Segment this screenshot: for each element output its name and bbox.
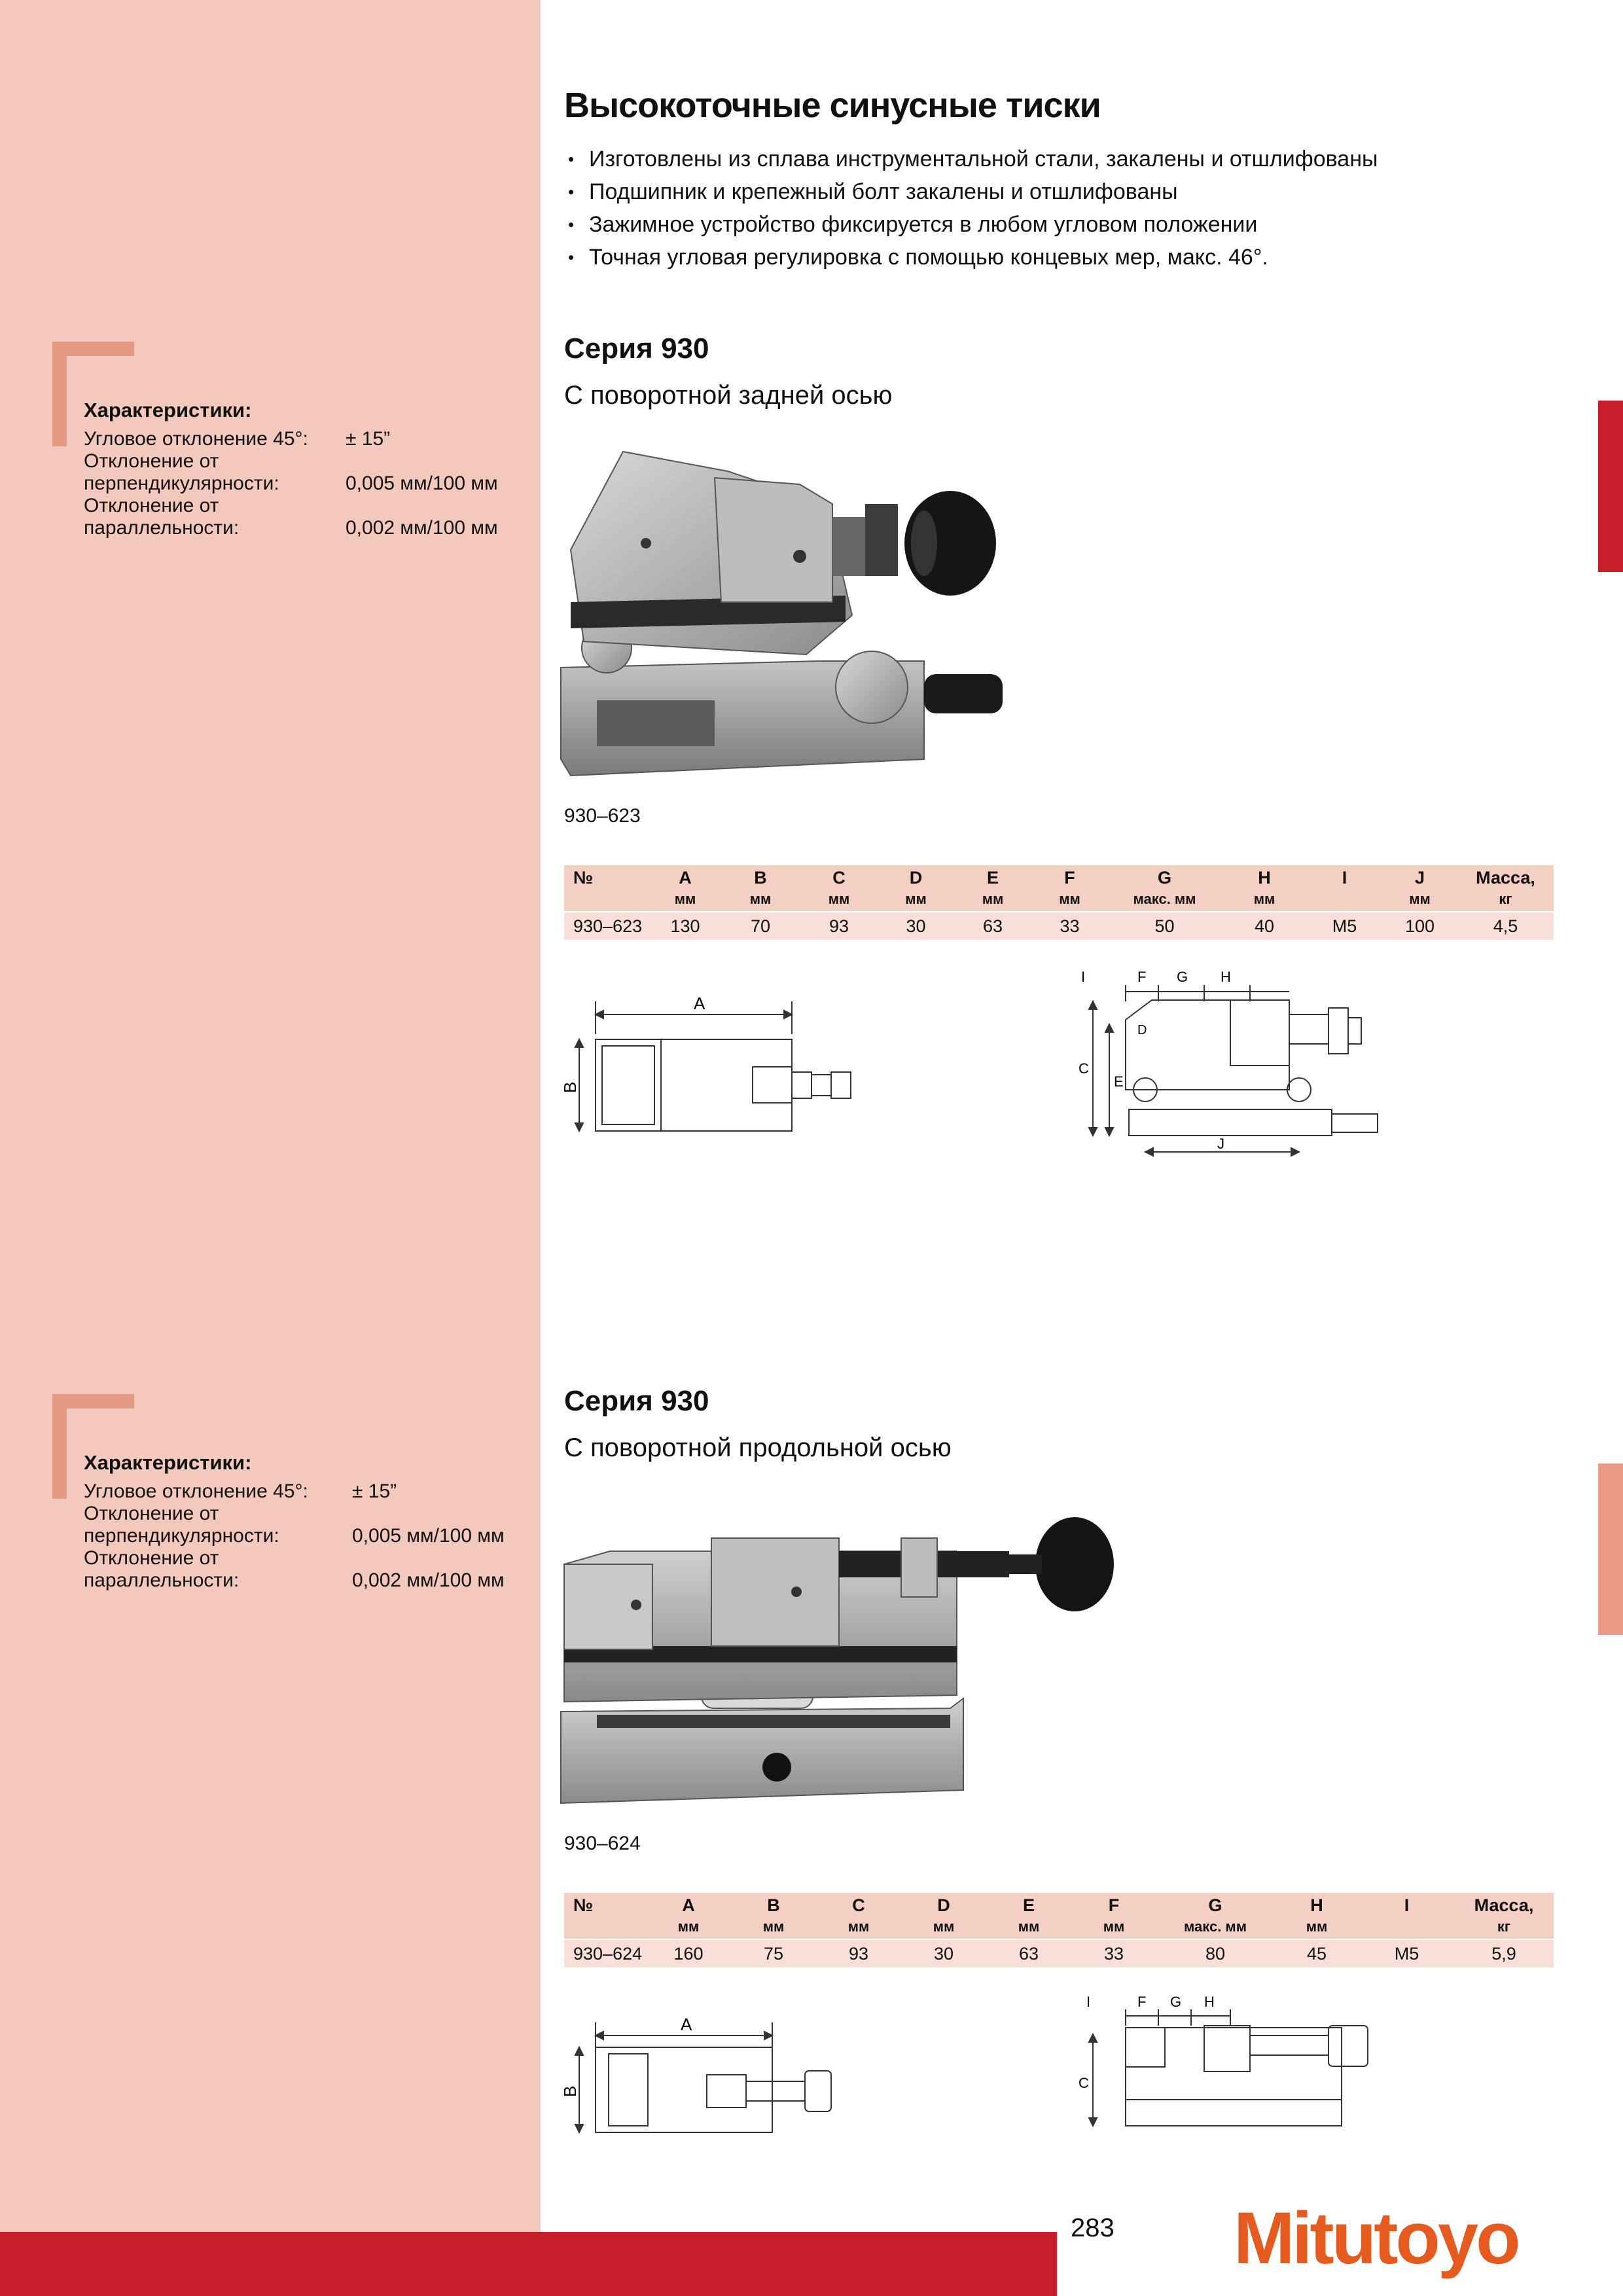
dimension-label-i: I	[1081, 969, 1086, 985]
column-header: №	[573, 868, 594, 888]
table-cell: 50	[1107, 912, 1222, 940]
unit-header: мм	[677, 1918, 700, 1935]
spec-label: Отклонение от	[84, 1547, 219, 1569]
series-subtitle: С поворотной задней осью	[564, 381, 893, 410]
dimension-label-f: F	[1137, 969, 1147, 985]
table-cell: 93	[800, 912, 878, 940]
unit-header	[564, 890, 649, 912]
column-header: G	[1208, 1895, 1222, 1915]
specs-block	[84, 399, 529, 539]
unit-header: мм	[749, 891, 772, 907]
table-row	[564, 912, 1554, 940]
spec-label: Угловое отклонение 45°:	[84, 1480, 308, 1502]
spec-table	[564, 865, 1554, 940]
series-subtitle: С поворотной продольной осью	[564, 1433, 952, 1462]
table-cell: 63	[986, 1939, 1071, 1967]
product-photo-930-623	[558, 445, 1016, 812]
dimension-label-d: D	[1137, 1023, 1147, 1037]
series-title: Серия 930	[564, 332, 709, 365]
column-header: C	[832, 868, 846, 888]
table-cell: 33	[1071, 1939, 1156, 1967]
feature-item: • Изготовлены из сплава инструментальной стали, закалены и отшлифованы	[564, 143, 1378, 175]
unit-header: мм	[905, 891, 927, 907]
unit-header	[564, 1918, 646, 1939]
spec-value	[352, 1503, 529, 1525]
column-header: J	[1414, 868, 1425, 888]
dimension-label-h: H	[1221, 969, 1231, 985]
spec-label: Отклонение от	[84, 450, 219, 472]
spec-value: 0,002 мм/100 мм	[352, 1570, 505, 1591]
column-header: G	[1157, 868, 1171, 888]
unit-header: мм	[847, 1918, 870, 1935]
column-header: F	[1064, 868, 1075, 888]
column-header: E	[1022, 1895, 1035, 1915]
feature-item: • Точная угловая регулировка с помощью концевых мер, макс. 46°.	[564, 241, 1378, 274]
unit-header: мм	[982, 891, 1004, 907]
spec-label: Угловое отклонение 45°:	[84, 428, 308, 450]
spec-value	[346, 450, 529, 473]
table-cell: M5	[1359, 1939, 1454, 1967]
side-view-drawing-930-623	[1073, 962, 1400, 1172]
column-header: B	[767, 1895, 780, 1915]
table-cell: 80	[1156, 1939, 1274, 1967]
dimension-label-j: J	[1217, 1136, 1224, 1152]
spec-label: перпендикулярности:	[84, 473, 279, 494]
column-header: D	[909, 868, 923, 888]
table-cell: 4,5	[1457, 912, 1554, 940]
dimension-label-c: C	[1079, 2075, 1089, 2091]
dimension-label-h: H	[1204, 1994, 1215, 2010]
dimension-label-e: E	[1114, 1073, 1124, 1090]
spec-value: 0,005 мм/100 мм	[346, 473, 498, 494]
top-view-drawing-930-623	[560, 994, 864, 1145]
footer-bar	[0, 2232, 1057, 2296]
dimension-label-i: I	[1086, 1994, 1091, 2010]
column-header: F	[1108, 1895, 1120, 1915]
logo-text: Mitutoyo	[1234, 2197, 1518, 2279]
left-sidebar	[0, 0, 541, 2232]
spec-value	[346, 495, 529, 517]
feature-item: • Подшипник и крепежный болт закалены и отшлифованы	[564, 175, 1378, 208]
table-cell: 930–624	[564, 1939, 646, 1967]
spec-value: ± 15”	[352, 1480, 397, 1502]
dimension-label-f: F	[1137, 1994, 1147, 2010]
spec-label: параллельности:	[84, 517, 240, 539]
dimension-label-g: G	[1170, 1994, 1182, 2010]
page-title: Высокоточные синусные тиски	[564, 86, 1101, 125]
side-view-drawing-930-624	[1073, 1990, 1400, 2153]
dimension-label-a: A	[681, 2015, 692, 2034]
unit-header: мм	[1059, 891, 1080, 907]
column-header: C	[852, 1895, 865, 1915]
unit-header	[1307, 890, 1382, 912]
column-header: I	[1342, 868, 1347, 888]
spec-label: параллельности:	[84, 1570, 240, 1591]
specs-heading: Характеристики:	[84, 399, 252, 422]
mitutoyo-logo	[1234, 2199, 1574, 2278]
spec-label: перпендикулярности:	[84, 1525, 279, 1547]
table-row	[564, 1939, 1554, 1967]
unit-header	[1359, 1918, 1454, 1939]
table-cell: 40	[1222, 912, 1307, 940]
unit-header: мм	[1409, 891, 1431, 907]
table-cell: 30	[878, 912, 954, 940]
unit-header: кг	[1499, 891, 1512, 907]
unit-header: мм	[1103, 1918, 1125, 1935]
unit-header: мм	[674, 891, 696, 907]
table-cell: 63	[954, 912, 1032, 940]
column-header: B	[754, 868, 767, 888]
table-cell: 5,9	[1454, 1939, 1554, 1967]
dimension-label-b: B	[560, 2085, 580, 2097]
column-header: A	[679, 868, 692, 888]
table-cell: M5	[1307, 912, 1382, 940]
top-view-drawing-930-624	[560, 2015, 864, 2147]
chapter-tab-active	[1598, 401, 1623, 572]
spec-value	[352, 1547, 529, 1570]
dimension-label-a: A	[694, 994, 705, 1013]
table-cell: 45	[1274, 1939, 1359, 1967]
column-header: H	[1310, 1895, 1323, 1915]
unit-header: макс. мм	[1184, 1918, 1247, 1935]
page-number: 283	[1071, 2214, 1115, 2242]
series-title: Серия 930	[564, 1385, 709, 1417]
table-cell: 160	[646, 1939, 731, 1967]
table-cell: 100	[1382, 912, 1457, 940]
column-header: Масса,	[1476, 868, 1535, 888]
unit-header: мм	[1018, 1918, 1040, 1935]
spec-table	[564, 1893, 1554, 1967]
column-header: H	[1258, 868, 1271, 888]
unit-header: мм	[933, 1918, 955, 1935]
unit-header: мм	[762, 1918, 785, 1935]
table-cell: 93	[816, 1939, 901, 1967]
feature-item: • Зажимное устройство фиксируется в любом угловом положении	[564, 208, 1378, 241]
unit-header: кг	[1497, 1918, 1511, 1935]
dimension-label-b: B	[560, 1081, 580, 1093]
feature-list	[564, 143, 1378, 274]
photo-caption: 930–623	[564, 805, 641, 827]
column-header: I	[1404, 1895, 1410, 1915]
column-header: D	[937, 1895, 950, 1915]
spec-value: 0,002 мм/100 мм	[346, 517, 498, 539]
product-photo-930-624	[558, 1499, 1133, 1813]
spec-label: Отклонение от	[84, 1503, 219, 1524]
table-cell: 930–623	[564, 912, 649, 940]
unit-header: макс. мм	[1133, 891, 1196, 907]
spec-value: 0,005 мм/100 мм	[352, 1525, 505, 1547]
column-header: E	[986, 868, 999, 888]
column-header: Масса,	[1474, 1895, 1534, 1915]
table-cell: 33	[1032, 912, 1107, 940]
table-cell: 75	[731, 1939, 816, 1967]
chapter-tab	[1598, 1463, 1623, 1635]
specs-heading: Характеристики:	[84, 1451, 252, 1474]
dimension-label-g: G	[1177, 969, 1188, 985]
unit-header: мм	[1306, 1918, 1328, 1935]
specs-block	[84, 1452, 529, 1592]
table-cell: 70	[721, 912, 800, 940]
column-header: №	[573, 1895, 594, 1915]
column-header: A	[682, 1895, 695, 1915]
unit-header: мм	[828, 891, 850, 907]
photo-caption: 930–624	[564, 1833, 641, 1854]
dimension-label-c: C	[1079, 1060, 1089, 1077]
spec-label: Отклонение от	[84, 495, 219, 516]
spec-value: ± 15”	[346, 428, 391, 450]
table-cell: 30	[901, 1939, 986, 1967]
unit-header: мм	[1253, 891, 1275, 907]
table-cell: 130	[649, 912, 721, 940]
